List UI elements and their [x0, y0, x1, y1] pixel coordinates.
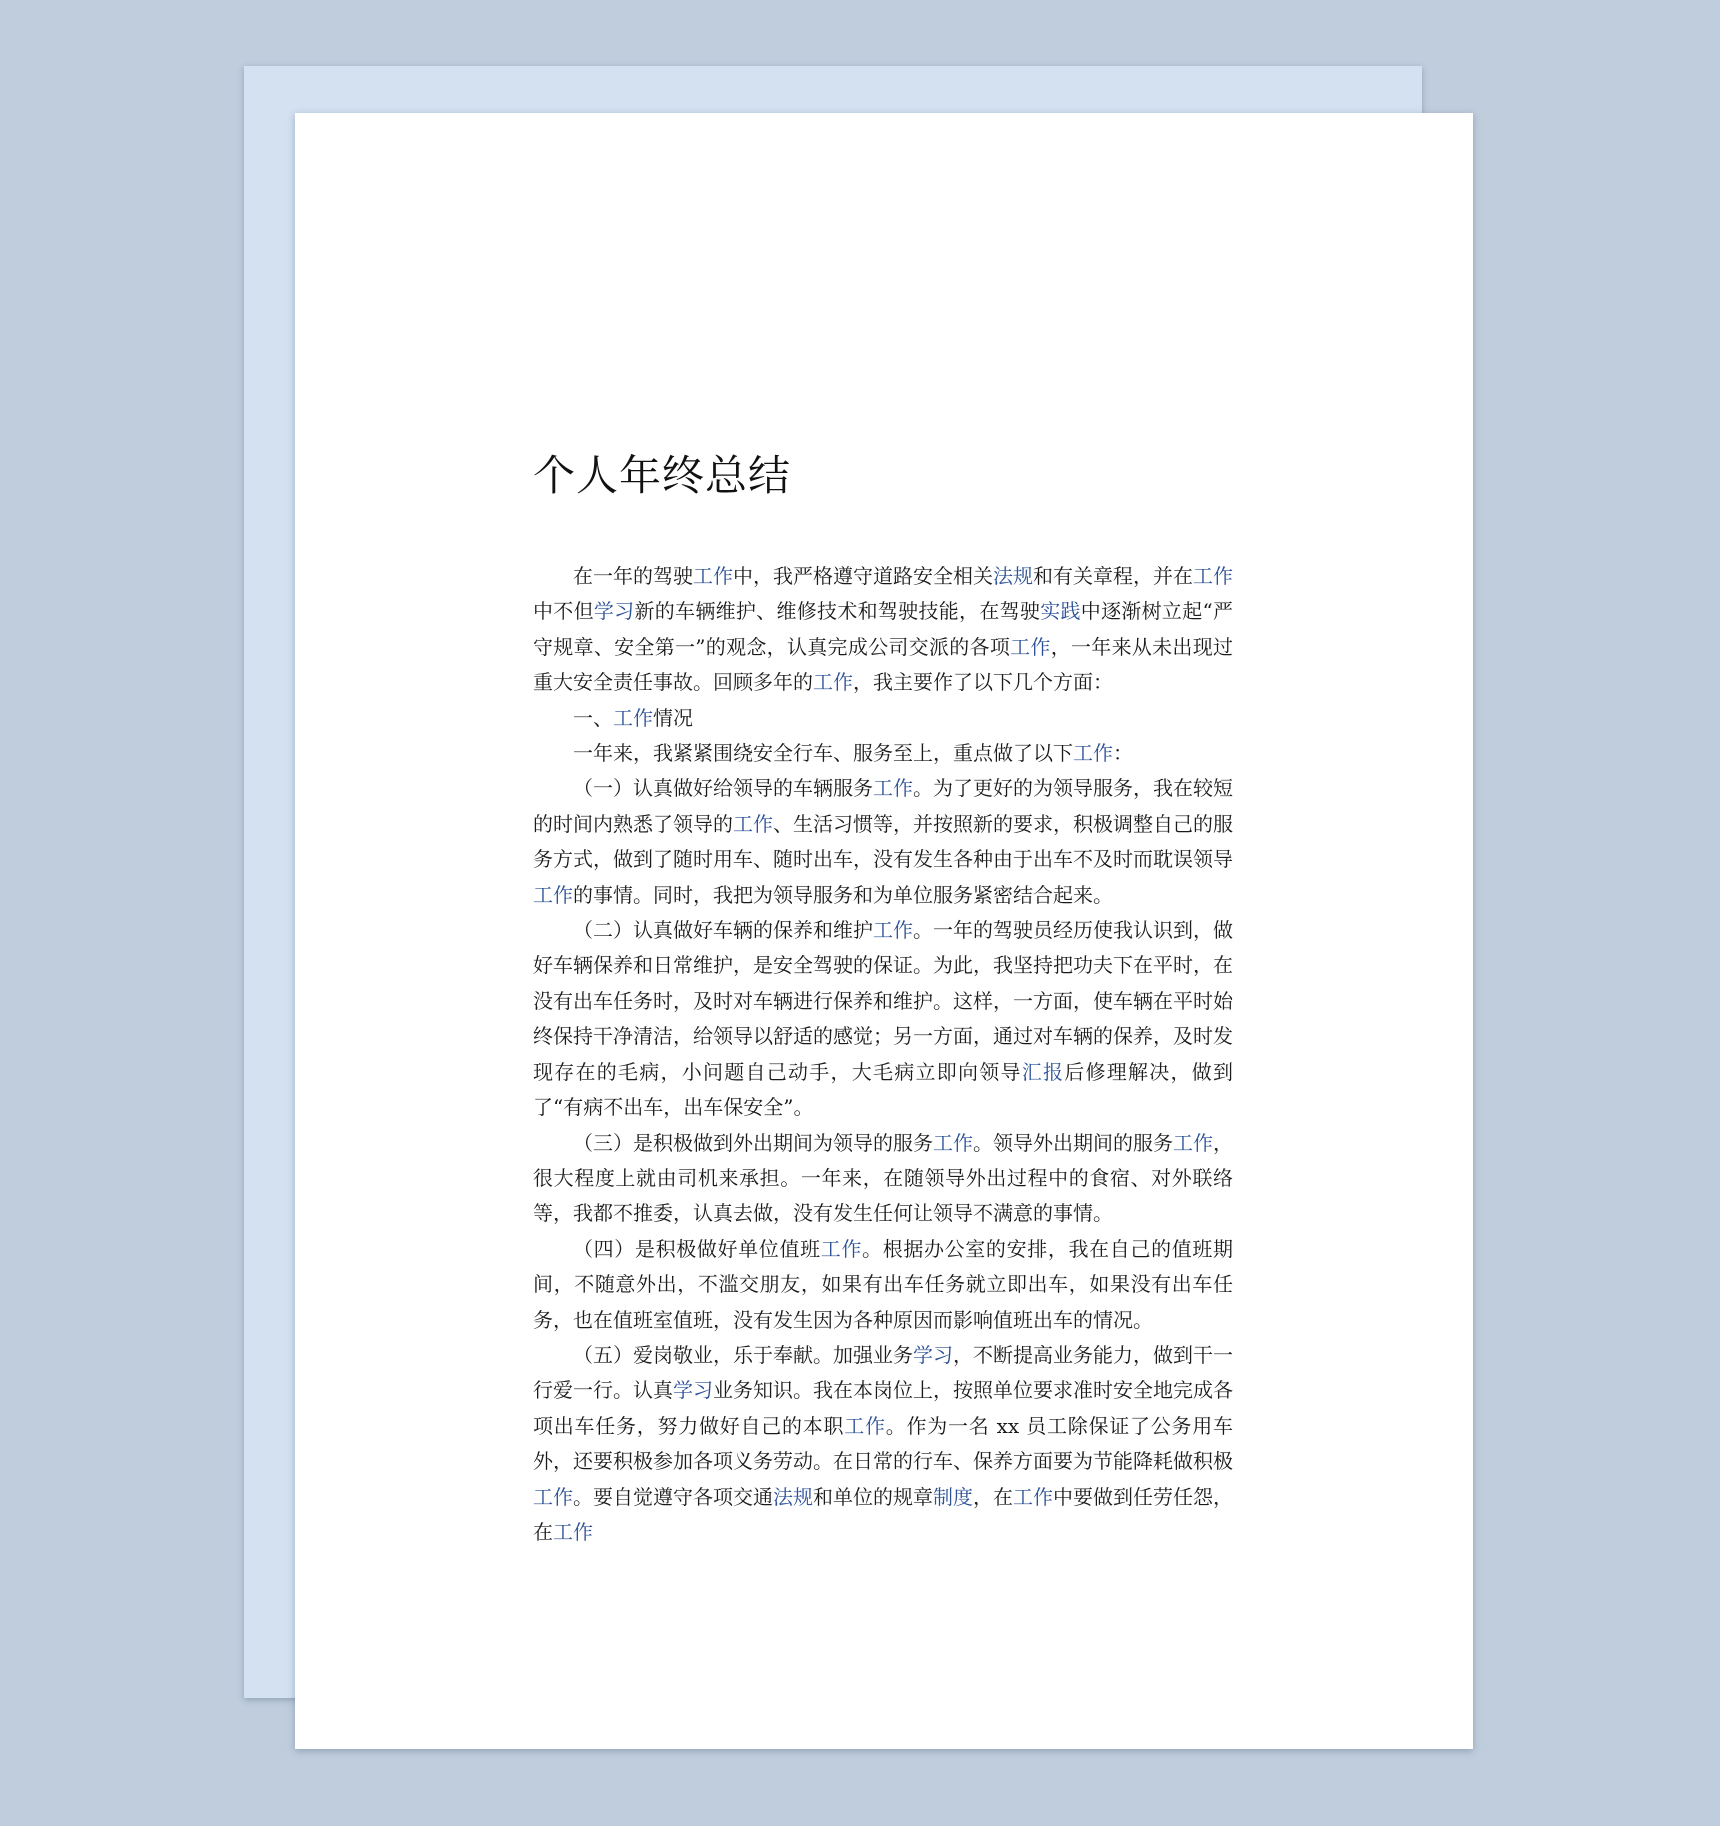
paragraph-text: 。一年的驾驶员经历使我认识到，做好车辆保养和日常维护，是安全驾驶的保证。为此，我坚持把功夫下在平时，在没有出车任务时，及时对车辆进行保养和维护。这样，一方面，使车辆在平时始终保持干净清洁，给领导以舒适的感觉；另一方面，通过对车辆的保养，及时发现存在的毛病，小问题自己动手，大毛病立即向领导 — [533, 918, 1233, 1084]
keyword-highlight: 法规 — [773, 1484, 813, 1509]
paragraph-text: 。根据办公室的安排，我在自己的值班期间，不随意外出，不滥交朋友，如果有出车任务就立即出车，如果没有出车任务，也在值班室值班，没有发生因为各种原因而影响值班出车的情况。 — [533, 1236, 1234, 1332]
paragraph-text: 业务知识。我在本岗位上，按照单位要求准时安全地完成各项出车任务，努力做好自己的本职 — [533, 1378, 1233, 1438]
paragraph-text: 中逐渐树立起“严守规章、安全第一”的观念，认真完成公司交派的各项 — [533, 599, 1234, 659]
paragraph-text: 。要自觉遵守各项交通 — [573, 1484, 773, 1509]
keyword-highlight: 制度 — [933, 1484, 973, 1509]
keyword-highlight: 法规 — [993, 564, 1033, 588]
paragraph-text: 、生活习惯等，并按照新的要求，积极调整自己的服务方式，做到了随时用车、随时出车，没有发生各种由于出车不及时而耽误领导 — [533, 811, 1233, 872]
paragraph-text: ，在 — [973, 1484, 1013, 1509]
paragraph — [533, 701, 1233, 736]
keyword-highlight: 工作 — [613, 705, 653, 730]
paragraph-text: （三）是积极做到外出期间为领导的服务 — [573, 1130, 933, 1155]
paragraph-text: 新的车辆维护、维修技术和驾驶技能，在驾驶 — [634, 599, 1041, 624]
paragraph-text: 中要做到任劳任怨，在 — [533, 1484, 1233, 1544]
paragraph-text: （二）认真做好车辆的保养和维护 — [573, 918, 873, 943]
keyword-highlight: 学习 — [593, 599, 635, 624]
keyword-highlight: 工作 — [820, 1236, 863, 1261]
paragraph — [533, 1126, 1233, 1232]
paragraph-text: 情况 — [653, 705, 693, 730]
paragraph-text: （四）是积极做好单位值班 — [573, 1236, 821, 1261]
keyword-highlight: 实践 — [1040, 599, 1081, 624]
paragraph-text: 和有关章程，并在 — [1033, 564, 1193, 588]
paragraph-text: 。领导外出期间的服务 — [973, 1130, 1173, 1155]
keyword-highlight: 工作 — [873, 776, 913, 801]
paragraph-text: ： — [1113, 741, 1133, 766]
paragraph-text: 。作为一名 xx 员工除保证了公务用车外，还要积极参加各项义务劳动。在日常的行车、保养方面要为节能降耗做积极 — [533, 1413, 1234, 1474]
paragraph-text: 。为了更好的为领导服务，我在较短的时间内熟悉了领导的 — [533, 776, 1233, 836]
paragraph — [533, 1338, 1233, 1550]
paragraph-text: 后修理解决，做到了“有病不出车，出车保安全”。 — [533, 1059, 1233, 1120]
keyword-highlight: 工作 — [733, 811, 773, 836]
paragraph-text: 的事情。同时，我把为领导服务和为单位服务紧密结合起来。 — [573, 882, 1113, 907]
paragraph — [533, 559, 1233, 701]
paragraph — [533, 913, 1233, 1125]
keyword-highlight: 工作 — [533, 1484, 573, 1509]
keyword-highlight: 工作 — [553, 1519, 593, 1544]
paragraph — [533, 736, 1233, 771]
keyword-highlight: 工作 — [1173, 1130, 1213, 1155]
paragraph-text: （一）认真做好给领导的车辆服务 — [573, 776, 873, 801]
paragraph-text: ，不断提高业务能力，做到干一行爱一行。认真 — [533, 1342, 1233, 1403]
keyword-highlight: 工作 — [1010, 634, 1051, 659]
keyword-highlight: 工作 — [1013, 1484, 1053, 1509]
keyword-highlight: 工作 — [813, 670, 853, 695]
keyword-highlight: 工作 — [873, 918, 913, 943]
paragraph-text: 一、 — [573, 705, 613, 730]
keyword-highlight: 工作 — [844, 1413, 886, 1438]
keyword-highlight: 学习 — [913, 1342, 953, 1367]
keyword-highlight: 工作 — [1193, 564, 1233, 588]
keyword-highlight: 学习 — [673, 1378, 713, 1403]
document-title: 个人年终总结 — [533, 451, 792, 500]
paragraph-text: ，一年来从未出现过重大安全责任事故。回顾多年的 — [533, 634, 1234, 695]
paragraph-text: 在一年的驾驶 — [573, 564, 693, 588]
paragraph — [533, 771, 1233, 913]
paragraph-text: 中不但 — [533, 599, 594, 624]
paragraph-text: 一年来，我紧紧围绕安全行车、服务至上，重点做了以下 — [573, 741, 1073, 766]
paragraph-text: ，我主要作了以下几个方面： — [853, 670, 1113, 695]
document-body — [533, 559, 1233, 1550]
paragraph-text: ，很大程度上就由司机来承担。一年来，在随领导外出过程中的食宿、对外联络等，我都不推委，认真去做，没有发生任何让领导不满意的事情。 — [533, 1130, 1233, 1226]
keyword-highlight: 工作 — [693, 564, 733, 588]
paragraph — [533, 1232, 1233, 1338]
paragraph-text: （五）爱岗敬业，乐于奉献。加强业务 — [573, 1342, 913, 1367]
paragraph-text: 中，我严格遵守道路安全相关 — [733, 564, 993, 588]
keyword-highlight: 汇报 — [1021, 1059, 1065, 1084]
keyword-highlight: 工作 — [933, 1130, 973, 1155]
keyword-highlight: 工作 — [1073, 741, 1113, 766]
paragraph-text: 和单位的规章 — [813, 1484, 933, 1509]
keyword-highlight: 工作 — [533, 882, 573, 907]
